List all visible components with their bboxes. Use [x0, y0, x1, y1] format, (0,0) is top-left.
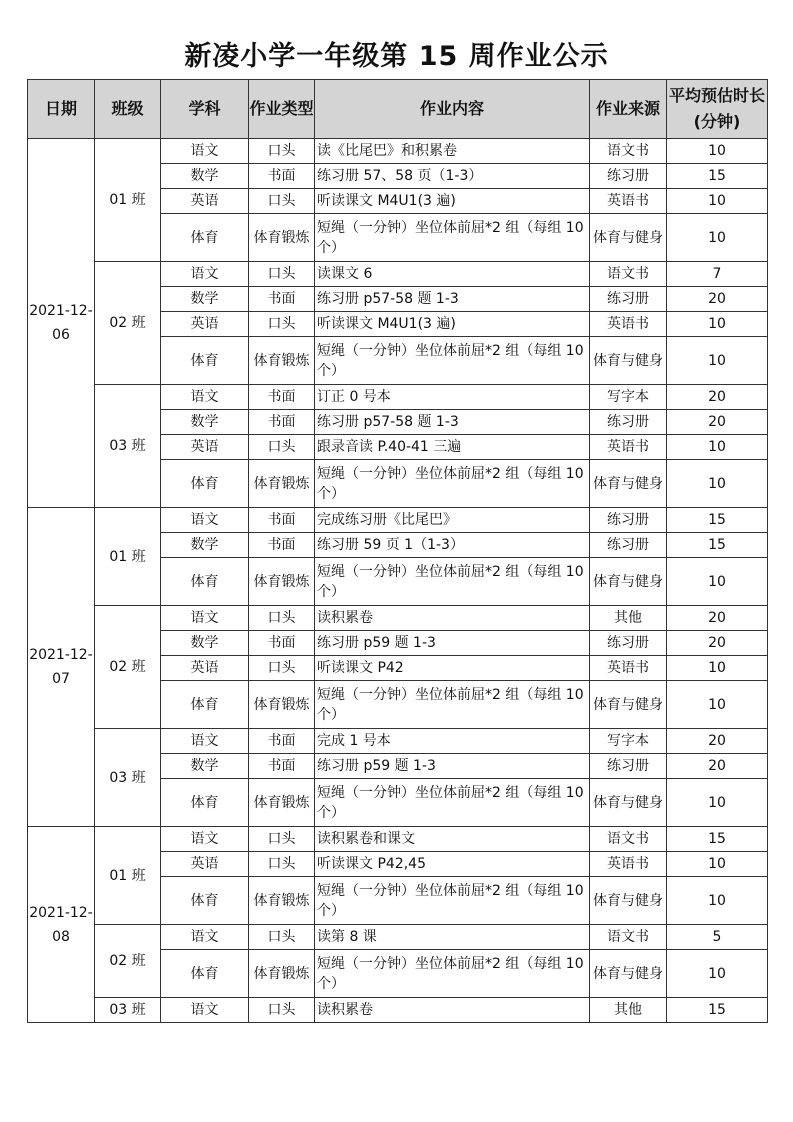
subject-cell: 语文 [161, 729, 249, 754]
table-row [28, 139, 768, 164]
source-cell: 体育与健身 [590, 558, 667, 606]
content-cell: 读积累卷和课文 [315, 827, 590, 852]
source-cell: 英语书 [590, 852, 667, 877]
class-cell: 01 班 [95, 827, 161, 925]
time-cell: 20 [667, 287, 768, 312]
type-cell: 书面 [249, 631, 315, 656]
subject-cell: 数学 [161, 410, 249, 435]
type-cell: 口头 [249, 312, 315, 337]
subject-cell: 英语 [161, 312, 249, 337]
header-subject: 学科 [161, 80, 249, 139]
content-cell: 读第 8 课 [315, 925, 590, 950]
table-row [28, 606, 768, 631]
class-cell: 02 班 [95, 606, 161, 729]
time-cell: 5 [667, 925, 768, 950]
subject-cell: 数学 [161, 164, 249, 189]
type-cell: 口头 [249, 189, 315, 214]
subject-cell: 英语 [161, 189, 249, 214]
subject-cell: 英语 [161, 852, 249, 877]
subject-cell: 数学 [161, 287, 249, 312]
type-cell: 体育锻炼 [249, 681, 315, 729]
time-cell: 20 [667, 385, 768, 410]
type-cell: 书面 [249, 410, 315, 435]
time-cell: 10 [667, 460, 768, 508]
source-cell: 英语书 [590, 189, 667, 214]
source-cell: 体育与健身 [590, 779, 667, 827]
subject-cell: 体育 [161, 950, 249, 998]
table-row [28, 729, 768, 754]
time-cell: 10 [667, 337, 768, 385]
source-cell: 英语书 [590, 312, 667, 337]
subject-cell: 数学 [161, 631, 249, 656]
time-cell: 15 [667, 508, 768, 533]
subject-cell: 体育 [161, 877, 249, 925]
time-cell: 10 [667, 877, 768, 925]
time-cell: 7 [667, 262, 768, 287]
time-cell: 10 [667, 656, 768, 681]
subject-cell: 体育 [161, 779, 249, 827]
content-cell: 练习册 57、58 页（1-3） [315, 164, 590, 189]
content-cell: 短绳（一分钟）坐位体前屈*2 组（每组 10 个） [315, 681, 590, 729]
source-cell: 练习册 [590, 754, 667, 779]
content-cell: 短绳（一分钟）坐位体前屈*2 组（每组 10 个） [315, 558, 590, 606]
type-cell: 体育锻炼 [249, 460, 315, 508]
content-cell: 短绳（一分钟）坐位体前屈*2 组（每组 10 个） [315, 337, 590, 385]
header-content: 作业内容 [315, 80, 590, 139]
source-cell: 语文书 [590, 827, 667, 852]
time-cell: 10 [667, 852, 768, 877]
time-cell: 10 [667, 558, 768, 606]
time-cell: 15 [667, 998, 768, 1023]
page-title: 新凌小学一年级第 15 周作业公示 [184, 41, 609, 72]
type-cell: 口头 [249, 606, 315, 631]
source-cell: 体育与健身 [590, 337, 667, 385]
subject-cell: 数学 [161, 533, 249, 558]
content-cell: 完成练习册《比尾巴》 [315, 508, 590, 533]
source-cell: 体育与健身 [590, 460, 667, 508]
content-cell: 听读课文 P42,45 [315, 852, 590, 877]
date-cell: 2021-12-08 [28, 827, 95, 1023]
subject-cell: 体育 [161, 558, 249, 606]
header-source: 作业来源 [590, 80, 667, 139]
type-cell: 书面 [249, 385, 315, 410]
class-cell: 02 班 [95, 262, 161, 385]
content-cell: 短绳（一分钟）坐位体前屈*2 组（每组 10 个） [315, 877, 590, 925]
table-row [28, 262, 768, 287]
type-cell: 体育锻炼 [249, 779, 315, 827]
class-cell: 01 班 [95, 508, 161, 606]
content-cell: 读积累卷 [315, 606, 590, 631]
date-cell: 2021-12-07 [28, 508, 95, 827]
time-cell: 10 [667, 950, 768, 998]
header-time: 平均预估时长(分钟) [667, 80, 768, 139]
time-cell: 15 [667, 164, 768, 189]
source-cell: 语文书 [590, 139, 667, 164]
source-cell: 英语书 [590, 656, 667, 681]
content-cell: 听读课文 P42 [315, 656, 590, 681]
source-cell: 体育与健身 [590, 950, 667, 998]
table-body [28, 139, 768, 1023]
header-type: 作业类型 [249, 80, 315, 139]
source-cell: 练习册 [590, 287, 667, 312]
content-cell: 短绳（一分钟）坐位体前屈*2 组（每组 10 个） [315, 460, 590, 508]
type-cell: 书面 [249, 287, 315, 312]
source-cell: 其他 [590, 606, 667, 631]
subject-cell: 数学 [161, 754, 249, 779]
subject-cell: 体育 [161, 681, 249, 729]
class-cell: 03 班 [95, 998, 161, 1023]
subject-cell: 体育 [161, 214, 249, 262]
subject-cell: 语文 [161, 508, 249, 533]
content-cell: 跟录音读 P.40-41 三遍 [315, 435, 590, 460]
content-cell: 读积累卷 [315, 998, 590, 1023]
class-cell: 02 班 [95, 925, 161, 998]
source-cell: 练习册 [590, 533, 667, 558]
source-cell: 体育与健身 [590, 877, 667, 925]
table-row [28, 508, 768, 533]
time-cell: 10 [667, 312, 768, 337]
table-row [28, 385, 768, 410]
source-cell: 练习册 [590, 164, 667, 189]
content-cell: 练习册 p57-58 题 1-3 [315, 287, 590, 312]
type-cell: 体育锻炼 [249, 337, 315, 385]
type-cell: 口头 [249, 925, 315, 950]
time-cell: 10 [667, 214, 768, 262]
source-cell: 体育与健身 [590, 214, 667, 262]
subject-cell: 语文 [161, 385, 249, 410]
class-cell: 03 班 [95, 729, 161, 827]
date-cell: 2021-12-06 [28, 139, 95, 508]
time-cell: 20 [667, 631, 768, 656]
type-cell: 口头 [249, 139, 315, 164]
subject-cell: 语文 [161, 262, 249, 287]
table-header-row [28, 80, 768, 139]
class-cell: 01 班 [95, 139, 161, 262]
subject-cell: 体育 [161, 460, 249, 508]
header-date: 日期 [28, 80, 95, 139]
content-cell: 短绳（一分钟）坐位体前屈*2 组（每组 10 个） [315, 214, 590, 262]
type-cell: 书面 [249, 533, 315, 558]
time-cell: 10 [667, 189, 768, 214]
time-cell: 20 [667, 606, 768, 631]
source-cell: 英语书 [590, 435, 667, 460]
type-cell: 体育锻炼 [249, 877, 315, 925]
type-cell: 口头 [249, 435, 315, 460]
time-cell: 20 [667, 410, 768, 435]
time-cell: 10 [667, 139, 768, 164]
content-cell: 短绳（一分钟）坐位体前屈*2 组（每组 10 个） [315, 779, 590, 827]
content-cell: 完成 1 号本 [315, 729, 590, 754]
source-cell: 练习册 [590, 410, 667, 435]
source-cell: 练习册 [590, 631, 667, 656]
type-cell: 体育锻炼 [249, 558, 315, 606]
source-cell: 写字本 [590, 385, 667, 410]
content-cell: 练习册 p57-58 题 1-3 [315, 410, 590, 435]
time-cell: 10 [667, 779, 768, 827]
time-cell: 10 [667, 435, 768, 460]
content-cell: 练习册 p59 题 1-3 [315, 754, 590, 779]
content-cell: 读课文 6 [315, 262, 590, 287]
content-cell: 订正 0 号本 [315, 385, 590, 410]
source-cell: 体育与健身 [590, 681, 667, 729]
source-cell: 其他 [590, 998, 667, 1023]
content-cell: 读《比尾巴》和积累卷 [315, 139, 590, 164]
source-cell: 写字本 [590, 729, 667, 754]
subject-cell: 体育 [161, 337, 249, 385]
type-cell: 口头 [249, 852, 315, 877]
homework-table [27, 79, 768, 1023]
content-cell: 练习册 p59 题 1-3 [315, 631, 590, 656]
class-cell: 03 班 [95, 385, 161, 508]
time-cell: 15 [667, 827, 768, 852]
subject-cell: 语文 [161, 139, 249, 164]
type-cell: 书面 [249, 508, 315, 533]
time-cell: 15 [667, 533, 768, 558]
table-row [28, 998, 768, 1023]
content-cell: 练习册 59 页 1（1-3） [315, 533, 590, 558]
subject-cell: 英语 [161, 435, 249, 460]
type-cell: 口头 [249, 262, 315, 287]
time-cell: 20 [667, 729, 768, 754]
type-cell: 口头 [249, 827, 315, 852]
type-cell: 书面 [249, 729, 315, 754]
time-cell: 20 [667, 754, 768, 779]
time-cell: 10 [667, 681, 768, 729]
type-cell: 书面 [249, 754, 315, 779]
type-cell: 书面 [249, 164, 315, 189]
type-cell: 体育锻炼 [249, 950, 315, 998]
source-cell: 练习册 [590, 508, 667, 533]
table-row [28, 827, 768, 852]
subject-cell: 语文 [161, 606, 249, 631]
subject-cell: 语文 [161, 827, 249, 852]
subject-cell: 英语 [161, 656, 249, 681]
content-cell: 短绳（一分钟）坐位体前屈*2 组（每组 10 个） [315, 950, 590, 998]
source-cell: 语文书 [590, 262, 667, 287]
content-cell: 听读课文 M4U1(3 遍) [315, 312, 590, 337]
subject-cell: 语文 [161, 925, 249, 950]
subject-cell: 语文 [161, 998, 249, 1023]
source-cell: 语文书 [590, 925, 667, 950]
table-row [28, 925, 768, 950]
content-cell: 听读课文 M4U1(3 遍) [315, 189, 590, 214]
type-cell: 体育锻炼 [249, 214, 315, 262]
type-cell: 口头 [249, 656, 315, 681]
type-cell: 口头 [249, 998, 315, 1023]
header-class: 班级 [95, 80, 161, 139]
